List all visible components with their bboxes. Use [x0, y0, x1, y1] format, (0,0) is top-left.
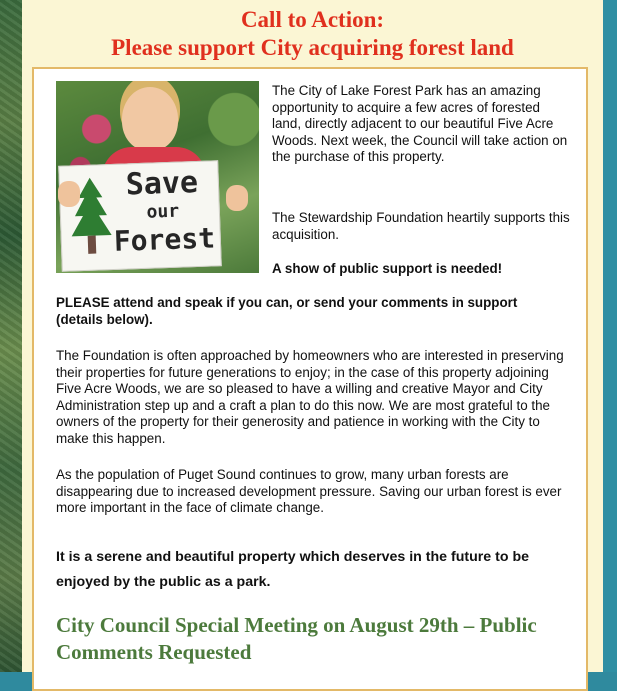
public-support-needed: A show of public support is needed! [272, 261, 503, 276]
forest-background-left [0, 0, 22, 672]
attend-paragraph: PLEASE attend and speak if you can, or send your comments in support (details below). [56, 295, 518, 327]
meeting-heading: City Council Special Meeting on August 29th – Public Comments Requested [56, 613, 537, 664]
sign-line-our: our [146, 200, 180, 223]
sign-line-forest: Forest [113, 221, 216, 258]
child-face [122, 87, 178, 151]
foundation-paragraph: The Foundation is often approached by homeowners who are interested in preserving their properties for future generations to enjoy; in the case of this property adjoining Five Acre Woods, we are so pleased to have a willing and creative Mayor and City Administration step up and a craft a plan to do this now. We are most grateful to the owners of the property for their generosity and patience in working with the City to make this happen. [56, 348, 564, 446]
serene-property-paragraph: It is a serene and beautiful property which deserves in the future to be enjoyed by the public as a park. [56, 549, 530, 590]
teal-border-right [603, 0, 617, 672]
article-box [32, 67, 588, 691]
sign-line-save: Save [125, 164, 199, 203]
support-paragraph: The Stewardship Foundation heartily supports this acquisition. [272, 210, 570, 242]
banner-line-2: Please support City acquiring forest land [111, 35, 514, 60]
population-paragraph: As the population of Puget Sound continues to grow, many urban forests are disappearing due to increased development pressure. Saving our urban forest is ever more important in the face of climate change. [56, 467, 562, 516]
save-our-forest-sign [58, 160, 222, 272]
right-hand [226, 185, 248, 211]
sign-lettering [111, 165, 214, 258]
banner-line-1: Call to Action: [240, 7, 385, 32]
newsletter-panel [22, 0, 603, 672]
child-holding-sign-photo [56, 81, 259, 273]
call-to-action-banner [22, 6, 603, 62]
intro-paragraph: The City of Lake Forest Park has an amazing opportunity to acquire a few acres of forested land, directly adjacent to our beautiful Five Acre Woods. Next week, the Council will take action on the purchase of this property. [272, 83, 568, 165]
left-hand [58, 181, 80, 207]
